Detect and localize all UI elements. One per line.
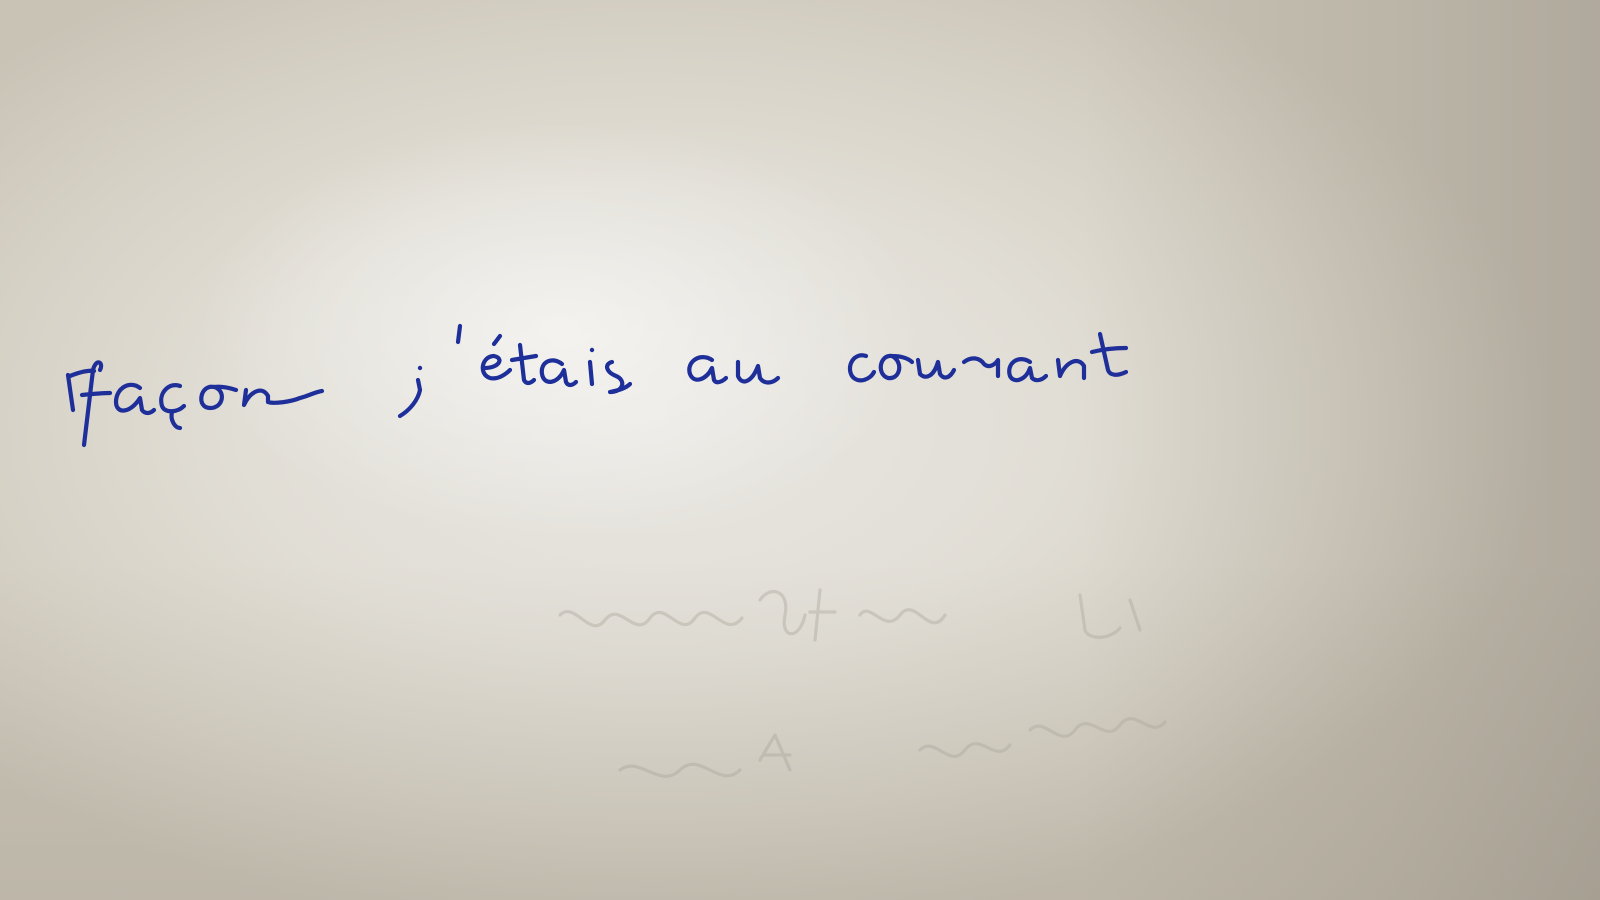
bleed-through-writing [560, 590, 1165, 776]
word-jetais [400, 326, 630, 416]
word-courant [850, 334, 1126, 380]
word-tfacon [68, 362, 322, 445]
word-au [689, 357, 778, 382]
